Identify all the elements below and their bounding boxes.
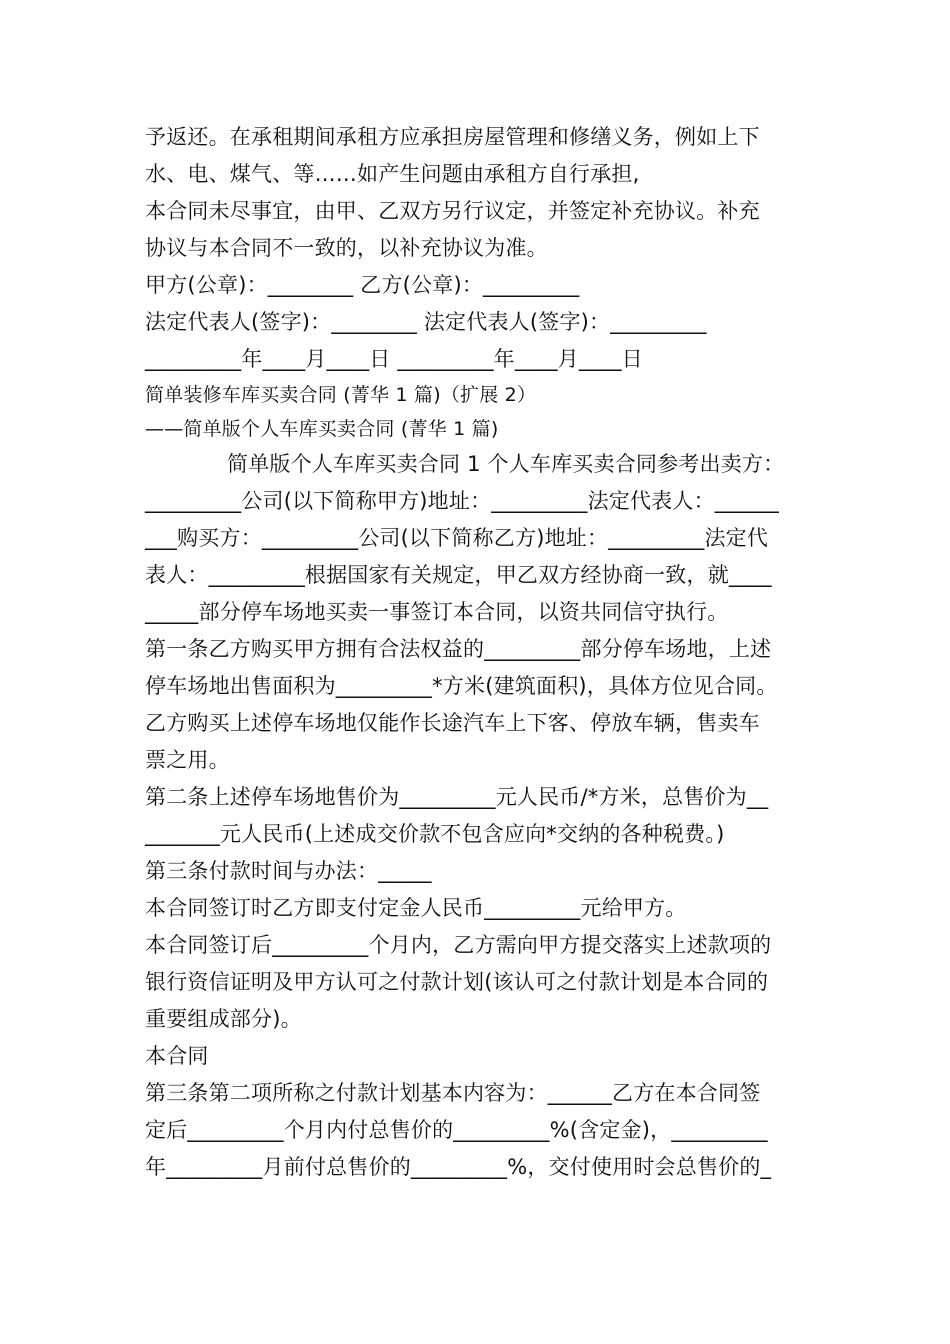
text-line: 本合同签订后_________个月内，乙方需向甲方提交落实上述款项的 — [145, 933, 772, 957]
text-line: 银行资信证明及甲方认可之付款计划(该认可之付款计划是本合同的 — [145, 970, 769, 994]
text-line: 本合同未尽事宜，由甲、乙双方另行议定，并签定补充协议。补充 — [145, 199, 760, 223]
date-line: _________年____月____日 _________年____月____日 — [145, 347, 643, 371]
text-line: 予返还。在承租期间承租方应承担房屋管理和修缮义务，例如上下 — [145, 125, 760, 149]
text-line: 本合同签订时乙方即支付定金人民币_________元给甲方。 — [145, 896, 687, 920]
text-line: ___购买方：_________公司(以下简称乙方)地址：_________法定代 — [145, 526, 769, 550]
text-line: _____部分停车场地买卖一事签订本合同，以资共同信守执行。 — [145, 600, 729, 624]
section-subtitle: ——简单版个人车库买卖合同 (菁华 1 篇) — [145, 418, 499, 440]
text-line: 表人：_________根据国家有关规定，甲乙双方经协商一致，就____ — [145, 563, 772, 587]
text-line: 协议与本合同不一致的，以补充协议为准。 — [145, 236, 548, 260]
text-line: 乙方购买上述停车场地仅能作长途汽车上下客、停放车辆，售卖车 — [145, 711, 760, 735]
text-line: 重要组成部分)。 — [145, 1007, 302, 1031]
text-line: _________公司(以下简称甲方)地址：_________法定代表人：______ — [145, 489, 779, 513]
text-line: _______元人民币(上述成交价款不包含应向*交纳的各种税费。) — [145, 822, 725, 846]
contract-intro: 简单版个人车库买卖合同 1 个人车库买卖合同参考出卖方： — [227, 452, 785, 476]
text-line: 年_________月前付总售价的_________%，交付使用时会总售价的_ — [145, 1155, 772, 1179]
article-2: 第二条上述停车场地售价为_________元人民币/*方米，总售价为__ — [145, 785, 769, 809]
document-page — [145, 119, 815, 1186]
article-1: 第一条乙方购买甲方拥有合法权益的_________部分停车场地，上述 — [145, 637, 772, 661]
text-line: 第三条第二项所称之付款计划基本内容为：______乙方在本合同签 — [145, 1081, 761, 1105]
signature-line-representative: 法定代表人(签字)：________ 法定代表人(签字)：_________ — [145, 310, 707, 334]
section-title: 简单装修车库买卖合同 (菁华 1 篇)（扩展 2） — [145, 384, 537, 406]
text-line: 水、电、煤气、等……如产生问题由承租方自行承担, — [145, 162, 640, 186]
article-3: 第三条付款时间与办法：_____ — [145, 859, 432, 883]
text-line: 票之用。 — [145, 748, 230, 772]
text-line: 本合同 — [145, 1044, 209, 1068]
text-line: 停车场地出售面积为_________*方米(建筑面积)，具体方位见合同。 — [145, 674, 778, 698]
signature-line-seal: 甲方(公章)：________ 乙方(公章)：_________ — [145, 273, 580, 297]
text-line: 定后_________个月内付总售价的_________%(含定金)，_________ — [145, 1118, 768, 1142]
